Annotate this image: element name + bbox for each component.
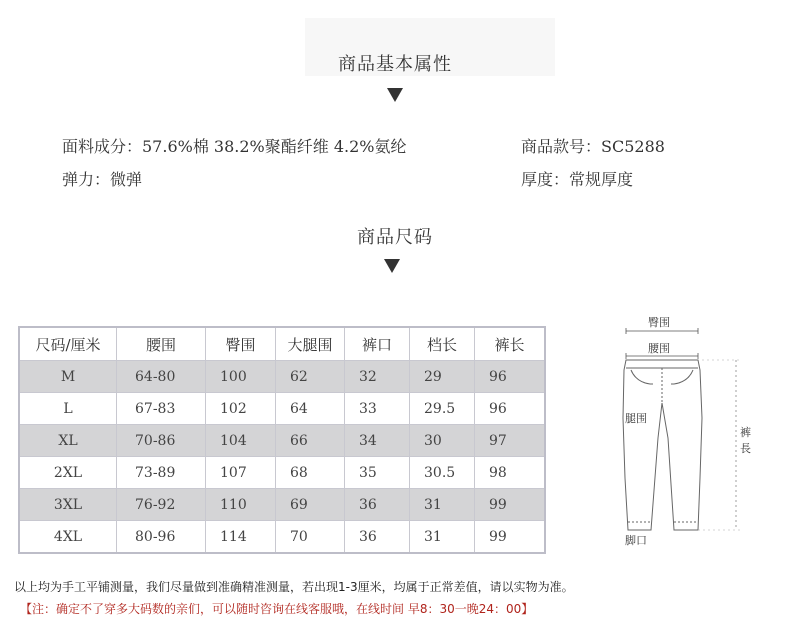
table-cell: 33 (345, 393, 410, 425)
table-cell: 64-80 (117, 361, 206, 393)
table-cell: 114 (206, 521, 276, 554)
attr-elasticity: 弹力：微弹 (62, 170, 143, 189)
table-cell: 31 (410, 521, 475, 554)
table-cell: 104 (206, 425, 276, 457)
table-row (19, 521, 545, 554)
header-thigh: 大腿围 (276, 327, 345, 361)
table-cell: 96 (475, 361, 546, 393)
table-cell: 96 (475, 393, 546, 425)
diagram-label-hip: 臀围 (648, 316, 670, 329)
attr-fabric: 面料成分：57.6%棉 38.2%聚酯纤维 4.2%氨纶 (62, 137, 407, 156)
table-cell: 69 (276, 489, 345, 521)
header-waist: 腰围 (117, 327, 206, 361)
table-cell: 66 (276, 425, 345, 457)
table-cell: 31 (410, 489, 475, 521)
table-cell: 70 (276, 521, 345, 554)
table-cell: 99 (475, 521, 546, 554)
table-cell: 67-83 (117, 393, 206, 425)
header-hip: 臀围 (206, 327, 276, 361)
table-cell: 100 (206, 361, 276, 393)
measurement-note: 以上均为手工平铺测量，我们尽量做到准确精准测量，若出现1-3厘米，均属于正常差值，请以实物为准。 (14, 580, 574, 594)
section-title-basic-attributes: 商品基本属性 (338, 54, 452, 75)
size-table-body (19, 361, 545, 554)
diagram-label-length-2: 長 (740, 442, 751, 455)
table-row (19, 393, 545, 425)
table-cell: 35 (345, 457, 410, 489)
diagram-label-thigh: 腿围 (625, 412, 647, 425)
size-table (18, 326, 546, 554)
table-cell: 32 (345, 361, 410, 393)
attr-thickness: 厚度：常规厚度 (521, 170, 634, 189)
table-cell: XL (19, 425, 117, 457)
table-cell: 70-86 (117, 425, 206, 457)
table-cell: 102 (206, 393, 276, 425)
table-cell: 68 (276, 457, 345, 489)
table-cell: 36 (345, 521, 410, 554)
size-table-header-row (19, 327, 545, 361)
header-length: 裤长 (475, 327, 546, 361)
table-row (19, 425, 545, 457)
table-cell: 29 (410, 361, 475, 393)
table-cell: 97 (475, 425, 546, 457)
table-cell: 2XL (19, 457, 117, 489)
table-cell: M (19, 361, 117, 393)
table-row (19, 361, 545, 393)
table-cell: 80-96 (117, 521, 206, 554)
table-cell: 99 (475, 489, 546, 521)
header-rise: 档长 (410, 327, 475, 361)
table-cell: 62 (276, 361, 345, 393)
attr-style-number: 商品款号：SC5288 (521, 137, 665, 156)
table-cell: 4XL (19, 521, 117, 554)
table-cell: 30 (410, 425, 475, 457)
table-cell: 29.5 (410, 393, 475, 425)
table-cell: 3XL (19, 489, 117, 521)
table-cell: 73-89 (117, 457, 206, 489)
diagram-label-length-1: 裤 (740, 426, 751, 439)
table-row (19, 489, 545, 521)
table-cell: 98 (475, 457, 546, 489)
diagram-label-waist: 腰围 (648, 342, 670, 355)
diagram-label-hem: 脚口 (625, 534, 647, 547)
triangle-down-icon (387, 88, 403, 102)
table-cell: 30.5 (410, 457, 475, 489)
table-cell: 64 (276, 393, 345, 425)
table-row (19, 457, 545, 489)
pants-outline (623, 360, 702, 530)
table-cell: 110 (206, 489, 276, 521)
table-cell: 76-92 (117, 489, 206, 521)
table-cell: 34 (345, 425, 410, 457)
triangle-down-icon (384, 259, 400, 273)
section-title-sizes: 商品尺码 (357, 227, 433, 248)
header-size: 尺码/厘米 (19, 327, 117, 361)
table-cell: 107 (206, 457, 276, 489)
table-cell: 36 (345, 489, 410, 521)
header-hem: 裤口 (345, 327, 410, 361)
pants-measurement-diagram (598, 308, 778, 554)
customer-service-note: 【注：确定不了穿多大码数的亲们，可以随时咨询在线客服哦，在线时间 早8：30一晚24：00】 (20, 602, 534, 616)
table-cell: L (19, 393, 117, 425)
